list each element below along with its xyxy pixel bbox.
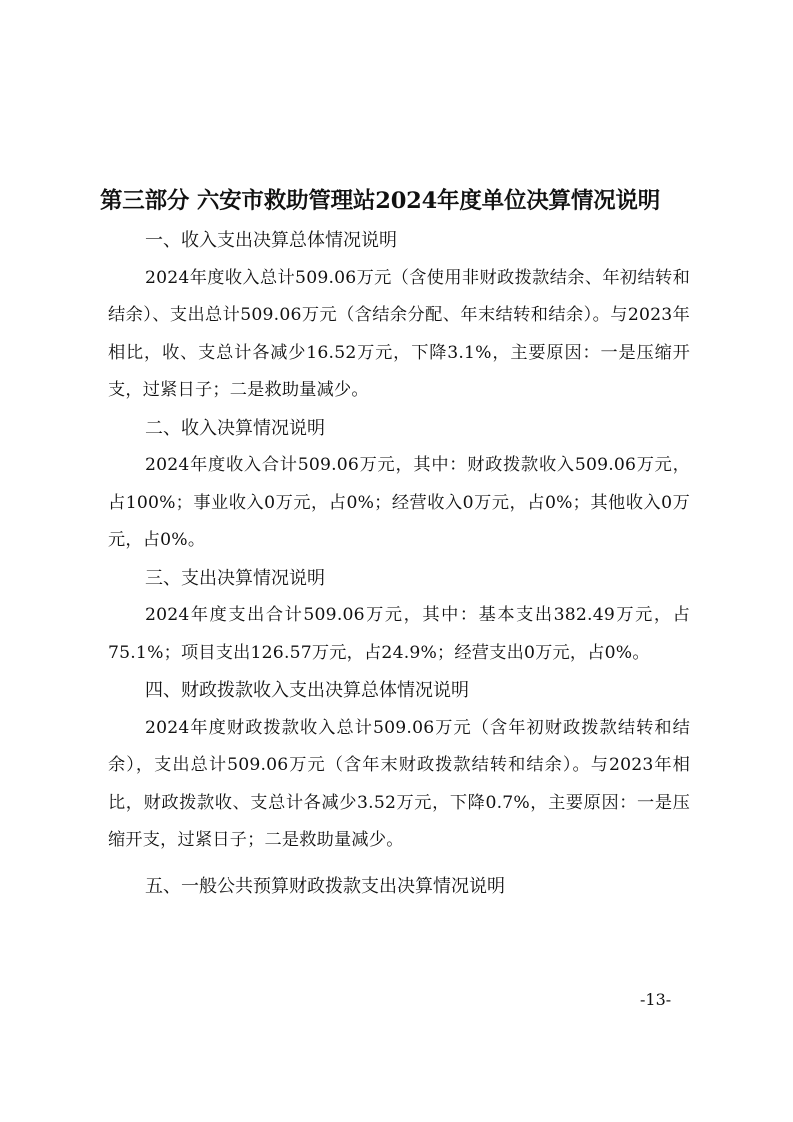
section-body-3: 2024年度支出合计509.06万元，其中：基本支出382.49万元，占75.1%；项目支出126.57万元，占24.9%；经营支出0万元，占0%。 [108,605,690,663]
section-body-4: 2024年度财政拨款收入总计509.06万元（含年初财政拨款结转和结余），支出总计509.06万元（含年末财政拨款结转和结余）。与2023年相比，财政拨款收、支总计各减少3.52万元，下降0.7%，主要原因：一是压缩开支，过紧日子；二是救助量减少。 [108,717,690,850]
section-heading-1: 一、收入支出决算总体情况说明 [145,230,397,251]
section-heading-4: 四、财政拨款收入支出决算总体情况说明 [145,680,469,701]
section-body-2: 2024年度收入合计509.06万元，其中：财政拨款收入509.06万元，占100%；事业收入0万元，占0%；经营收入0万元，占0%；其他收入0万元，占0%。 [108,455,690,550]
document-body [108,222,690,905]
page-number: -13- [640,990,672,1009]
section-heading-5: 五、一般公共预算财政拨款支出决算情况说明 [145,875,505,897]
page-title: 第三部分 六安市救助管理站2024年度单位决算情况说明 [100,188,661,214]
section-body-1: 2024年度收入总计509.06万元（含使用非财政拨款结余、年初结转和结余）、支出总计509.06万元（含结余分配、年末结转和结余）。与2023年相比，收、支总计各减少16.52万元，下降3.1%，主要原因：一是压缩开支，过紧日子；二是救助量减少。 [108,267,690,400]
section-heading-2: 二、收入决算情况说明 [145,417,325,439]
paragraph-gap [108,860,690,868]
section-heading-3: 三、支出决算情况说明 [145,567,325,589]
